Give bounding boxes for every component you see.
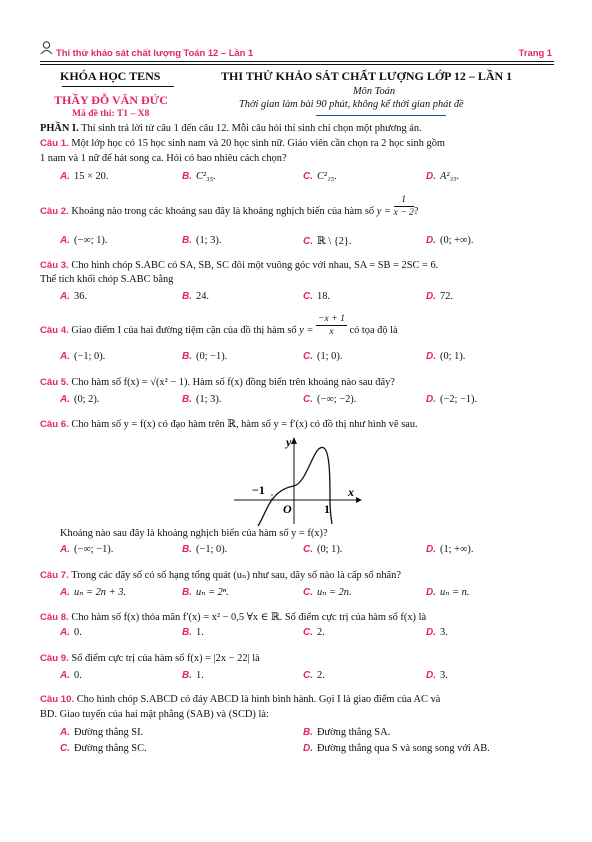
q1-option-c[interactable]: C. C²₁₅.: [303, 171, 337, 182]
teacher-name: THẦY ĐỖ VĂN ĐỨC: [54, 93, 168, 107]
q5-line: [40, 376, 554, 390]
q5-option-d[interactable]: D. (−2; −1).: [426, 394, 478, 405]
q2-option-a[interactable]: A. (−∞; 1).: [60, 235, 108, 246]
origin-label: O: [283, 502, 292, 516]
q8-option-a[interactable]: A. 0.: [60, 627, 82, 638]
part1-text: Thí sinh trả lời từ câu 1 đến câu 12. Mỗi câu hỏi thí sinh chỉ chọn một phương án.: [78, 123, 422, 134]
q5-number: Câu 5.: [40, 377, 69, 388]
q8-option-d[interactable]: D. 3.: [426, 627, 448, 638]
q1-line2: 1 nam và 1 nữ để hát song ca. Hỏi có bao nhiêu cách chọn?: [40, 153, 287, 164]
q1-option-a[interactable]: A. 15 × 20.: [60, 171, 109, 182]
tick-minus-one-label: −1: [252, 483, 265, 497]
q10-line1: [40, 693, 554, 707]
part1-instruction: [40, 122, 554, 136]
q3-number: Câu 3.: [40, 260, 69, 271]
q7-option-a[interactable]: A. uₙ = 2n + 3.: [60, 587, 127, 598]
q10-option-b[interactable]: B. Đường thẳng SA.: [303, 727, 391, 738]
q4-option-a[interactable]: A. (−1; 0).: [60, 351, 106, 362]
q6-number: Câu 6.: [40, 419, 69, 430]
q3-line1: [40, 259, 554, 273]
exam-time: Thời gian làm bài 90 phút, không kể thời gian phát đề: [239, 99, 464, 110]
q7-option-d[interactable]: D. uₙ = n.: [426, 587, 470, 598]
x-axis-arrow: [356, 497, 362, 503]
q2-text: Khoảng nào trong các khoảng sau đây là khoảng nghịch biến của hàm số: [68, 205, 377, 217]
q6-option-a[interactable]: A. (−∞; −1).: [60, 544, 114, 555]
tick-one-label: 1: [324, 502, 330, 516]
q7-number: Câu 7.: [40, 570, 69, 581]
q4-number: Câu 4.: [40, 324, 69, 336]
q2-line: Câu 2. Khoảng nào trong các khoảng sau đây là khoảng nghịch biến của hàm số y = $\frac{1}{x - 2}$ ?: [40, 194, 419, 218]
q3-text1: Cho hình chóp S.ABC có SA, SB, SC đôi một vuông góc với nhau, SA = SB = 2SC = 6.: [68, 260, 439, 271]
q1-text1: Một lớp học có 15 học sinh nam và 20 học sinh nữ. Giáo viên cần chọn ra 2 học sinh gồm: [68, 138, 445, 149]
y-axis-label: y: [286, 435, 292, 449]
q9-line: [40, 652, 554, 666]
q8-number: Câu 8.: [40, 612, 69, 623]
q4-fraction: $\frac{-x + 1}{x}$: [318, 313, 345, 337]
q2-option-d[interactable]: D. (0; +∞).: [426, 235, 474, 246]
derivative-curve: [258, 447, 332, 526]
q8-line: [40, 611, 554, 625]
q10-option-c[interactable]: C. Đường thẳng SC.: [60, 743, 147, 754]
q10-number: Câu 10.: [40, 694, 75, 705]
header-page: Trang 1: [518, 47, 552, 58]
q3-option-c[interactable]: C. 18.: [303, 291, 330, 302]
q7-line: [40, 569, 554, 583]
q4-text: Giao điểm I của hai đường tiệm cận của đồ thị hàm số: [68, 324, 300, 336]
q5-option-b[interactable]: B. (1; 3).: [182, 394, 222, 405]
q9-option-b[interactable]: B. 1.: [182, 670, 204, 681]
q8-option-b[interactable]: B. 1.: [182, 627, 204, 638]
q6-text: Cho hàm số y = f(x) có đạo hàm trên ℝ, hàm số y = f′(x) có đồ thị như hình vẽ sau.: [68, 419, 418, 430]
q6-after-text: Khoảng nào sau đây là khoảng nghịch biến của hàm số y = f(x)?: [60, 528, 328, 539]
q8-option-c[interactable]: C. 2.: [303, 627, 325, 638]
q10-line2: BD. Giao tuyến của hai mặt phẳng (SAB) và (SCD) là:: [40, 709, 269, 720]
q9-option-c[interactable]: C. 2.: [303, 670, 325, 681]
q10-option-a[interactable]: A. Đường thẳng SI.: [60, 727, 144, 738]
q7-text: Trong các dãy số có số hạng tổng quát (uₙ) như sau, dãy số nào là cấp số nhân?: [68, 570, 401, 581]
q6-line: [40, 418, 554, 432]
q2-number: Câu 2.: [40, 205, 69, 217]
q9-text: Số điểm cực trị của hàm số f(x) = |2x − 22| là: [68, 653, 260, 664]
q6-option-c[interactable]: C. (0; 1).: [303, 544, 343, 555]
q3-option-d[interactable]: D. 72.: [426, 291, 453, 302]
header-rule-1: [40, 61, 554, 62]
q4-option-b[interactable]: B. (0; −1).: [182, 351, 228, 362]
q4-option-c[interactable]: C. (1; 0).: [303, 351, 343, 362]
q7-option-c[interactable]: C. uₙ = 2n.: [303, 587, 352, 598]
q5-text: Cho hàm số f(x) = √(x² − 1). Hàm số f(x) đồng biến trên khoảng nào sau đây?: [68, 377, 395, 388]
course-name: KHÓA HỌC TENS: [60, 69, 161, 83]
q6-option-b[interactable]: B. (−1; 0).: [182, 544, 228, 555]
q1-number: Câu 1.: [40, 138, 69, 149]
q3-option-b[interactable]: B. 24.: [182, 291, 209, 302]
q1-option-d[interactable]: D. A²₃₅.: [426, 171, 460, 182]
x-axis-label: x: [348, 485, 354, 499]
q9-option-a[interactable]: A. 0.: [60, 670, 82, 681]
header-rule-2: [40, 64, 554, 65]
q4-fn-lhs: y =: [299, 324, 314, 336]
q3-line2: Thể tích khối chóp S.ABC bằng: [40, 274, 174, 285]
q3-option-a[interactable]: A. 36.: [60, 291, 87, 302]
header-title: Thi thử khảo sát chất lượng Toán 12 – Lần 1: [56, 47, 254, 58]
y-axis-arrow: [291, 437, 297, 444]
q1-line1: [40, 137, 554, 151]
q10-text1: Cho hình chóp S.ABCD có đáy ABCD là hình bình hành. Gọi I là giao điểm của AC và: [74, 694, 441, 705]
q4-line: Câu 4. Giao điểm I của hai đường tiệm cận của đồ thị hàm số y = $\frac{-x + 1}{x}$ có tọa độ là: [40, 313, 398, 337]
q7-option-b[interactable]: B. uₙ = 2ⁿ.: [182, 587, 229, 598]
derivative-graph-svg: [230, 434, 370, 526]
exam-subject: Môn Toán: [353, 86, 396, 97]
q1-option-b[interactable]: B. C²₃₅.: [182, 171, 216, 182]
q10-option-d[interactable]: D. Đường thẳng qua S và song song với AB.: [303, 743, 490, 754]
q4-option-d[interactable]: D. (0; 1).: [426, 351, 466, 362]
q9-number: Câu 9.: [40, 653, 69, 664]
course-underline: [62, 86, 174, 87]
q6-option-d[interactable]: D. (1; +∞).: [426, 544, 474, 555]
q9-option-d[interactable]: D. 3.: [426, 670, 448, 681]
q8-text: Cho hàm số f(x) thỏa mãn f′(x) = x² − 0,5 ∀x ∈ ℝ. Số điểm cực trị của hàm số f(x) là: [68, 612, 427, 623]
q2-fraction: $\frac{1}{x - 2}$: [393, 194, 414, 218]
q2-option-b[interactable]: B. (1; 3).: [182, 235, 222, 246]
derivative-graph: [230, 434, 370, 526]
q2-fn-lhs: y =: [376, 205, 391, 217]
exam-time-underline: [316, 115, 446, 116]
exam-title: THI THỬ KHẢO SÁT CHẤT LƯỢNG LỚP 12 – LẦN 1: [221, 69, 513, 83]
part1-label: PHẦN I.: [40, 123, 79, 134]
q2-option-c[interactable]: C. ℝ \ {2}.: [303, 236, 352, 247]
q5-option-a[interactable]: A. (0; 2).: [60, 394, 100, 405]
q5-option-c[interactable]: C. (−∞; −2).: [303, 394, 357, 405]
header-logo-icon: [40, 41, 53, 55]
exam-code: Mã đề thi: T1 – X8: [72, 108, 150, 119]
